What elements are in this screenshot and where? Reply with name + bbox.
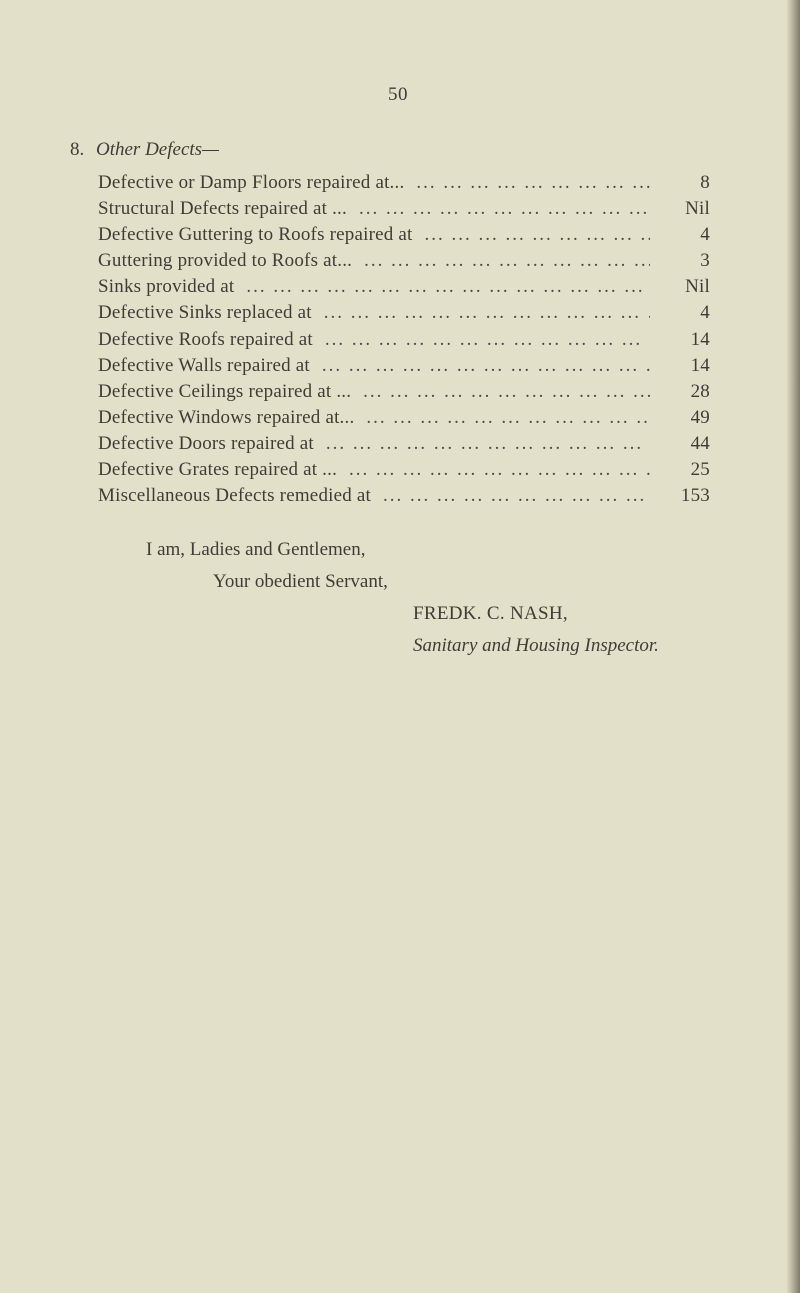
defect-count: Nil bbox=[685, 198, 710, 220]
defect-row bbox=[98, 355, 710, 381]
defect-row bbox=[98, 224, 710, 250]
signatory-title: Sanitary and Housing Inspector. bbox=[413, 635, 659, 656]
defect-count: 28 bbox=[690, 380, 710, 402]
defect-count: 153 bbox=[680, 485, 710, 507]
defect-label: Defective Grates repaired at ... bbox=[98, 459, 338, 481]
dot-leader bbox=[404, 172, 650, 194]
defect-label: Guttering provided to Roofs at... bbox=[98, 250, 353, 272]
defect-row bbox=[98, 485, 710, 511]
defect-count: 44 bbox=[690, 432, 710, 454]
signatory-name: FREDK. C. NASH, bbox=[413, 603, 568, 624]
defect-label: Defective Ceilings repaired at ... bbox=[98, 380, 352, 402]
defect-row bbox=[98, 198, 710, 224]
dot-leader bbox=[313, 329, 650, 351]
closing-salutation: I am, Ladies and Gentlemen, bbox=[146, 539, 366, 560]
defect-label: Defective Windows repaired at... bbox=[98, 406, 355, 428]
defects-list bbox=[98, 172, 710, 511]
defect-count: 4 bbox=[700, 302, 710, 324]
page-number: 50 bbox=[388, 84, 408, 105]
defect-label: Defective Walls repaired at bbox=[98, 354, 310, 376]
defect-count: 14 bbox=[690, 328, 710, 350]
defect-count: 25 bbox=[690, 459, 710, 481]
defect-label: Defective or Damp Floors repaired at... bbox=[98, 172, 405, 193]
defect-row bbox=[98, 459, 710, 485]
dot-leader bbox=[352, 250, 650, 272]
dot-leader bbox=[354, 407, 650, 429]
dot-leader bbox=[371, 485, 650, 507]
defect-count: 3 bbox=[700, 250, 710, 272]
defect-label: Structural Defects repaired at ... bbox=[98, 198, 347, 220]
defect-count: 8 bbox=[700, 172, 710, 193]
defect-count: 4 bbox=[700, 224, 710, 246]
dot-leader bbox=[234, 276, 650, 298]
dot-leader bbox=[312, 302, 650, 324]
defect-row bbox=[98, 381, 710, 407]
defect-row bbox=[98, 433, 710, 459]
dot-leader bbox=[351, 381, 650, 403]
defect-label: Miscellaneous Defects remedied at bbox=[98, 485, 372, 507]
dot-leader bbox=[413, 224, 650, 246]
defect-label: Defective Roofs repaired at bbox=[98, 328, 313, 350]
defect-label: Defective Doors repaired at bbox=[98, 432, 314, 454]
dot-leader bbox=[337, 459, 650, 481]
section-title: Other Defects— bbox=[96, 139, 219, 160]
defect-row bbox=[98, 276, 710, 302]
defect-row bbox=[98, 302, 710, 328]
defect-row bbox=[98, 407, 710, 433]
page-edge-shadow bbox=[786, 0, 800, 1293]
dot-leader bbox=[314, 433, 650, 455]
section-heading bbox=[70, 139, 219, 161]
defect-row bbox=[98, 250, 710, 276]
defect-row bbox=[98, 329, 710, 355]
dot-leader bbox=[310, 355, 650, 377]
defect-label: Defective Sinks replaced at bbox=[98, 302, 312, 324]
dot-leader bbox=[347, 198, 650, 220]
defect-count: Nil bbox=[685, 276, 710, 298]
defect-row bbox=[98, 172, 710, 198]
defect-label: Sinks provided at bbox=[98, 276, 235, 298]
closing-servant: Your obedient Servant, bbox=[213, 571, 388, 592]
defect-count: 14 bbox=[690, 354, 710, 376]
section-number: 8. bbox=[70, 139, 85, 160]
defect-label: Defective Guttering to Roofs repaired at bbox=[98, 224, 413, 246]
defect-count: 49 bbox=[690, 406, 710, 428]
